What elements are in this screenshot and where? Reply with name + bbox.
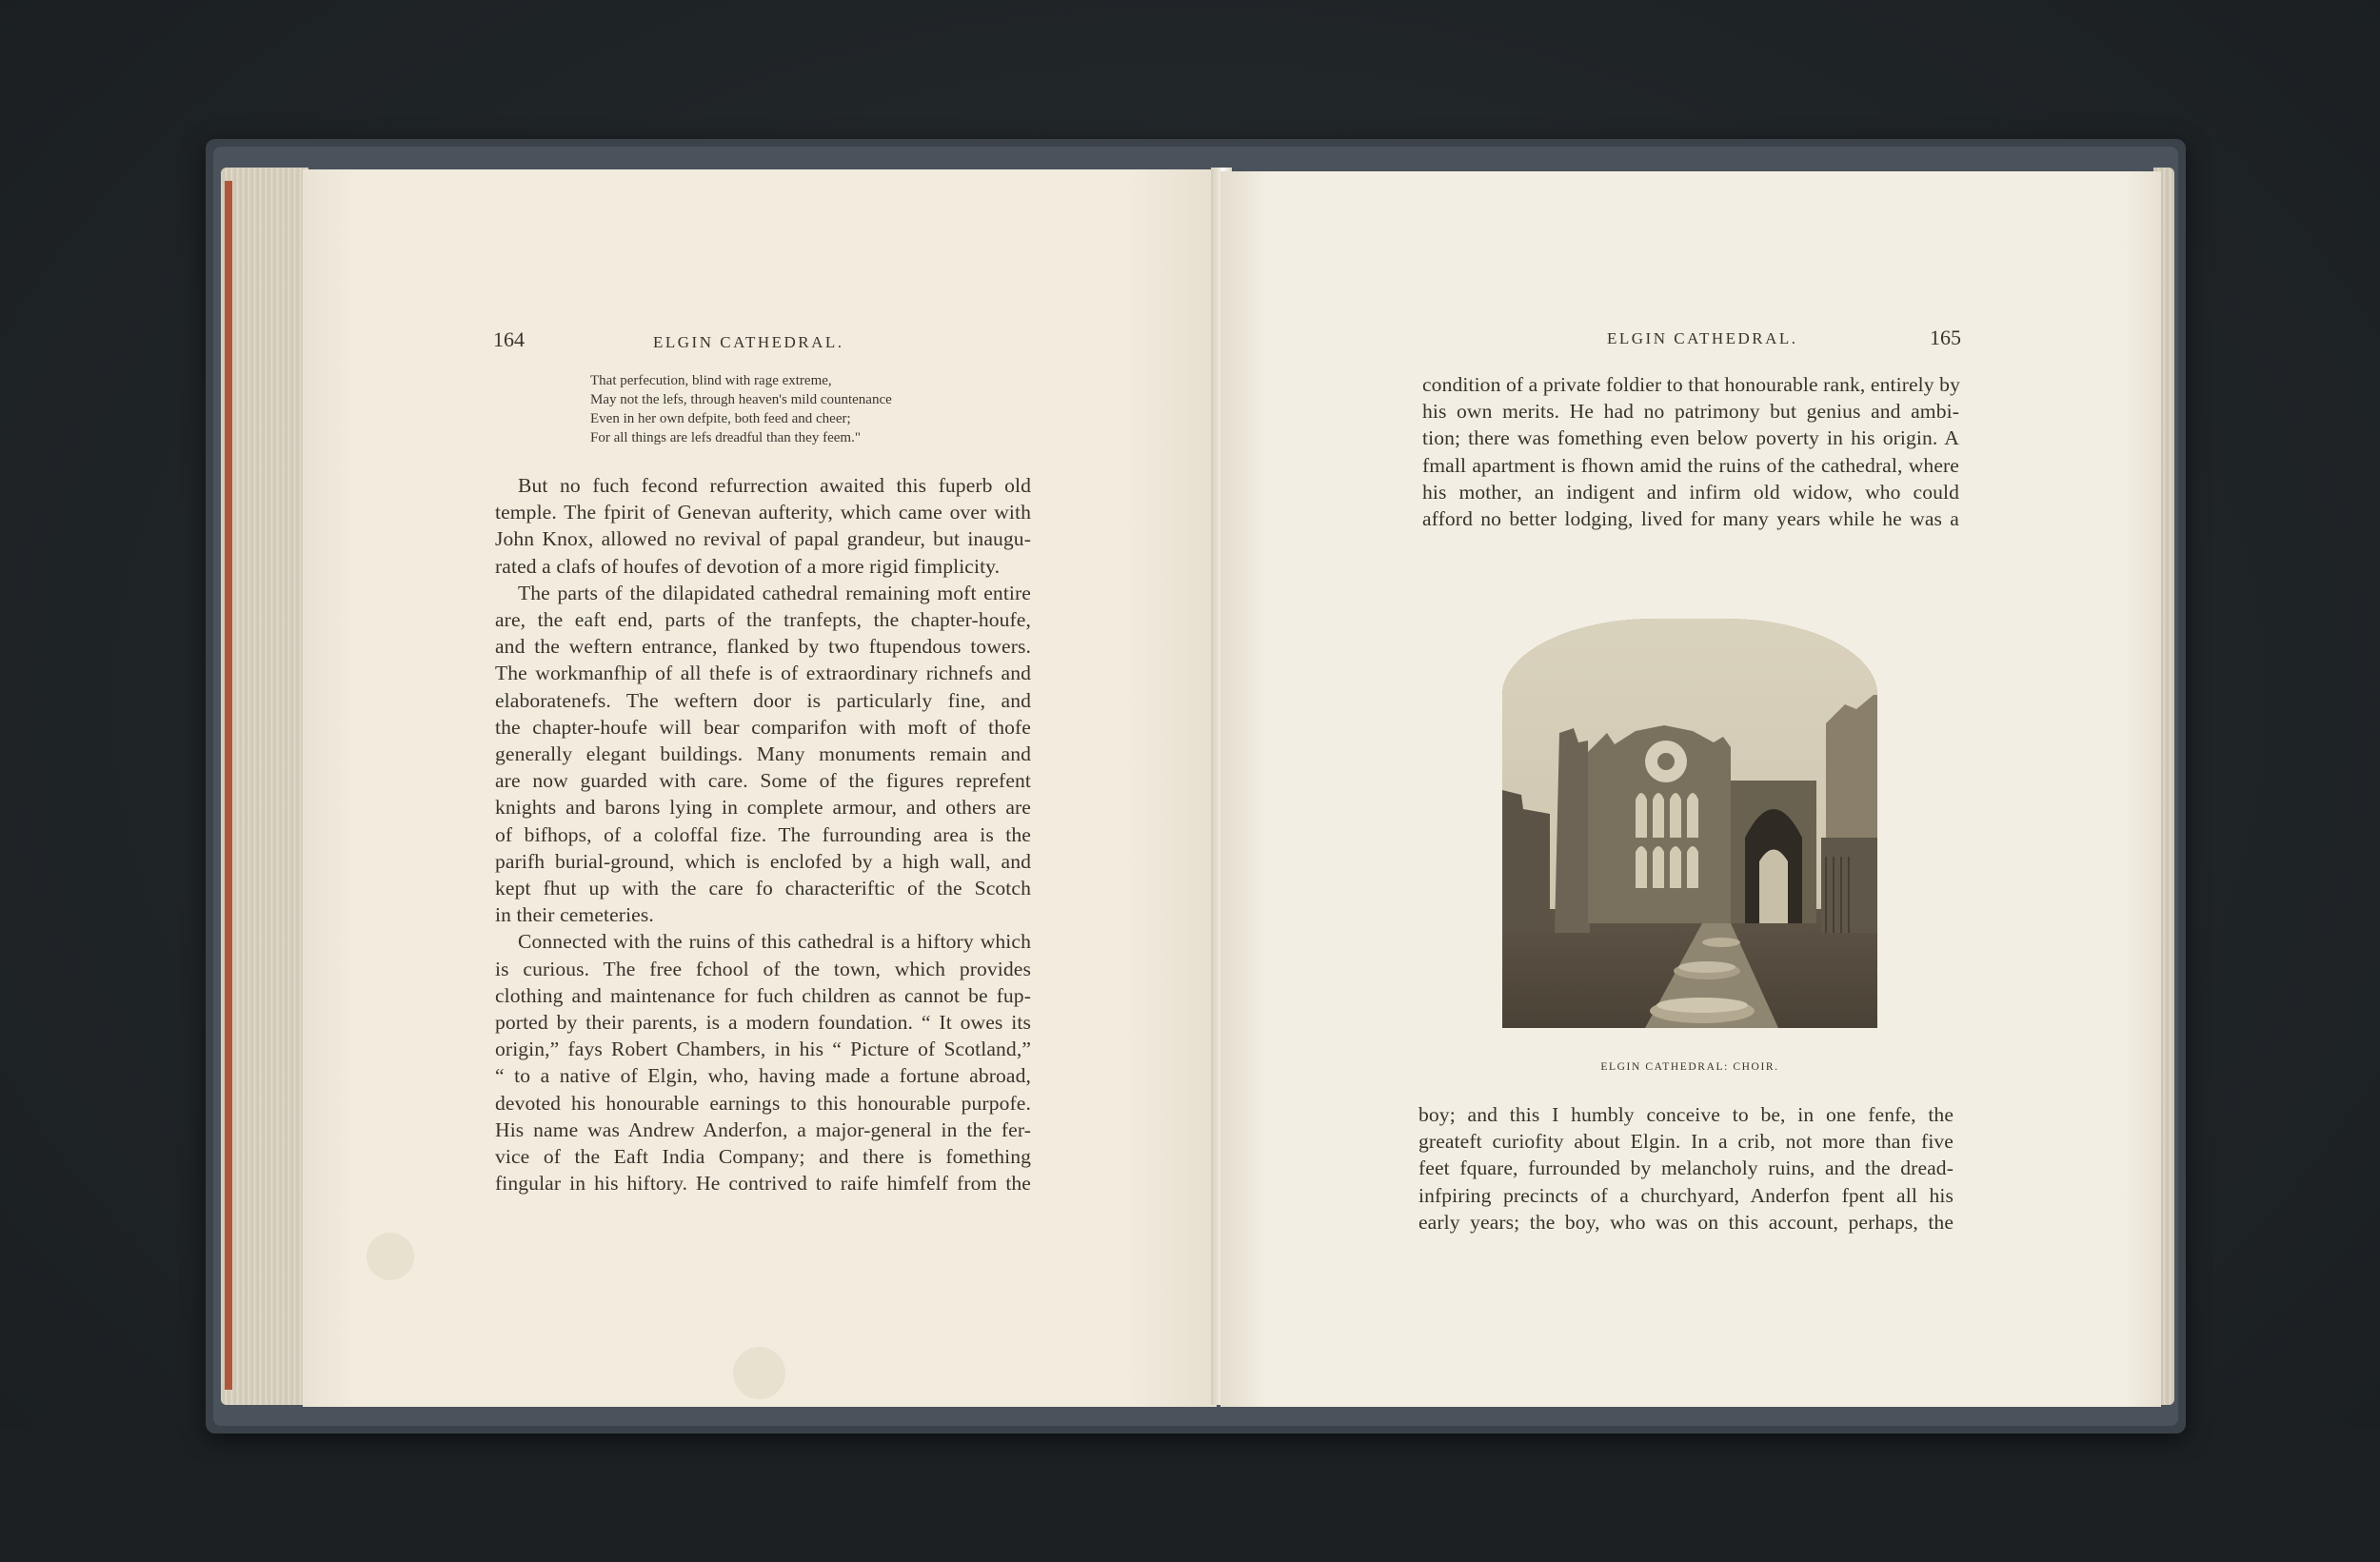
text-line: parifh burial-ground, which is enclofed by a high wall, and	[495, 849, 1031, 873]
right-body-text-top	[1422, 371, 1959, 532]
text-line: afford no better lodging, lived for many years while he was a	[1422, 507, 1959, 531]
text-line: and the weftern entrance, flanked by two ftupendous towers.	[495, 635, 1031, 659]
poem-quotation	[590, 371, 892, 447]
text-line: early years; the boy, who was on this account, perhaps, the	[1418, 1210, 1954, 1234]
red-page-edge	[225, 181, 232, 1390]
foxing-stain	[733, 1347, 785, 1399]
text-line: generally elegant buildings. Many monuments remain and	[495, 742, 1031, 766]
text-line: elaboratenefs. The weftern door is particularly fine, and	[495, 688, 1031, 712]
poem-line: May not the lefs, through heaven's mild countenance	[590, 392, 892, 407]
text-line: are now guarded with care. Some of the figures reprefent	[495, 769, 1031, 793]
text-line: his own merits. He had no patrimony but genius and ambi-	[1422, 400, 1959, 424]
right-page-number: 165	[1930, 326, 1961, 349]
poem-line: For all things are lefs dreadful than they feem."	[590, 430, 861, 445]
poem-line: That perfecution, blind with rage extreme,	[590, 373, 832, 388]
left-page-number: 164	[493, 327, 525, 351]
text-line: The parts of the dilapidated cathedral remaining moft entire	[518, 581, 1031, 604]
text-line: the chapter-houfe will bear comparifon with moft of thofe	[495, 715, 1031, 739]
photo-caption: ELGIN CATHEDRAL: CHOIR.	[1600, 1061, 1779, 1073]
text-line: are, the eaft end, parts of the tranfepts, the chapter-houfe,	[495, 608, 1031, 632]
text-line: boy; and this I humbly conceive to be, in one fenfe, the	[1418, 1103, 1954, 1126]
left-body-text	[495, 472, 1031, 1196]
text-line: knights and barons lying in complete armour, and others are	[495, 796, 1031, 820]
text-line: greateft curiofity about Elgin. In a crib, not more than five	[1418, 1130, 1954, 1154]
text-line: infpiring precincts of a churchyard, Anderfon fpent all his	[1418, 1183, 1954, 1207]
left-running-head: ELGIN CATHEDRAL.	[653, 333, 844, 351]
cathedral-photograph	[1502, 619, 1877, 1028]
text-line: ported by their parents, is a modern foundation. “ It owes its	[495, 1011, 1031, 1035]
right-body-text-bottom	[1418, 1101, 1954, 1236]
text-line: The workmanfhip of all thefe is of extraordinary richnefs and	[495, 662, 1031, 685]
page-edges-left	[221, 168, 308, 1405]
text-line: fmall apartment is fhown amid the ruins of the cathedral, where	[1422, 453, 1959, 477]
text-line: in their cemeteries.	[495, 903, 654, 927]
text-line: temple. The fpirit of Genevan aufterity, which came over with	[495, 501, 1031, 524]
text-line: tion; there was fomething even below poverty in his origin. A	[1422, 426, 1959, 450]
text-line: of bifhops, of a coloffal fize. The furrounding area is the	[495, 822, 1031, 846]
text-line: condition of a private foldier to that honourable rank, entirely by	[1422, 373, 1960, 396]
text-line: Connected with the ruins of this cathedral is a hiftory which	[518, 930, 1031, 954]
text-line: clothing and maintenance for fuch children as cannot be fup-	[495, 983, 1031, 1007]
right-running-head: ELGIN CATHEDRAL.	[1607, 329, 1798, 347]
poem-line: Even in her own defpite, both feed and cheer;	[590, 411, 851, 426]
background-strip	[0, 1428, 2380, 1562]
text-line: “ to a native of Elgin, who, having made a fortune abroad,	[495, 1064, 1031, 1088]
text-line: kept fhut up with the care fo characteriftic of the Scotch	[495, 877, 1031, 900]
text-line: feet fquare, furrounded by melancholy ruins, and the dread-	[1418, 1157, 1954, 1180]
text-line: His name was Andrew Anderfon, a major-general in the fer-	[495, 1117, 1031, 1141]
text-line: his mother, an indigent and infirm old widow, who could	[1422, 480, 1959, 504]
text-line: devoted his honourable earnings to this honourable purpofe.	[495, 1091, 1031, 1115]
text-line: rated a clafs of houfes of devotion of a more rigid fimplicity.	[495, 554, 1001, 578]
text-line: vice of the Eaft India Company; and there is fomething	[495, 1145, 1031, 1169]
text-line: origin,” fays Robert Chambers, in his “ Picture of Scotland,”	[495, 1038, 1031, 1061]
text-line: John Knox, allowed no revival of papal grandeur, but inaugu-	[495, 527, 1031, 551]
text-line: is curious. The free fchool of the town, which provides	[495, 957, 1031, 980]
text-line: But no fuch fecond refurrection awaited this fuperb old	[518, 474, 1031, 497]
text-line: fingular in his hiftory. He contrived to raife himfelf from the	[495, 1172, 1031, 1196]
foxing-stain	[367, 1233, 414, 1280]
